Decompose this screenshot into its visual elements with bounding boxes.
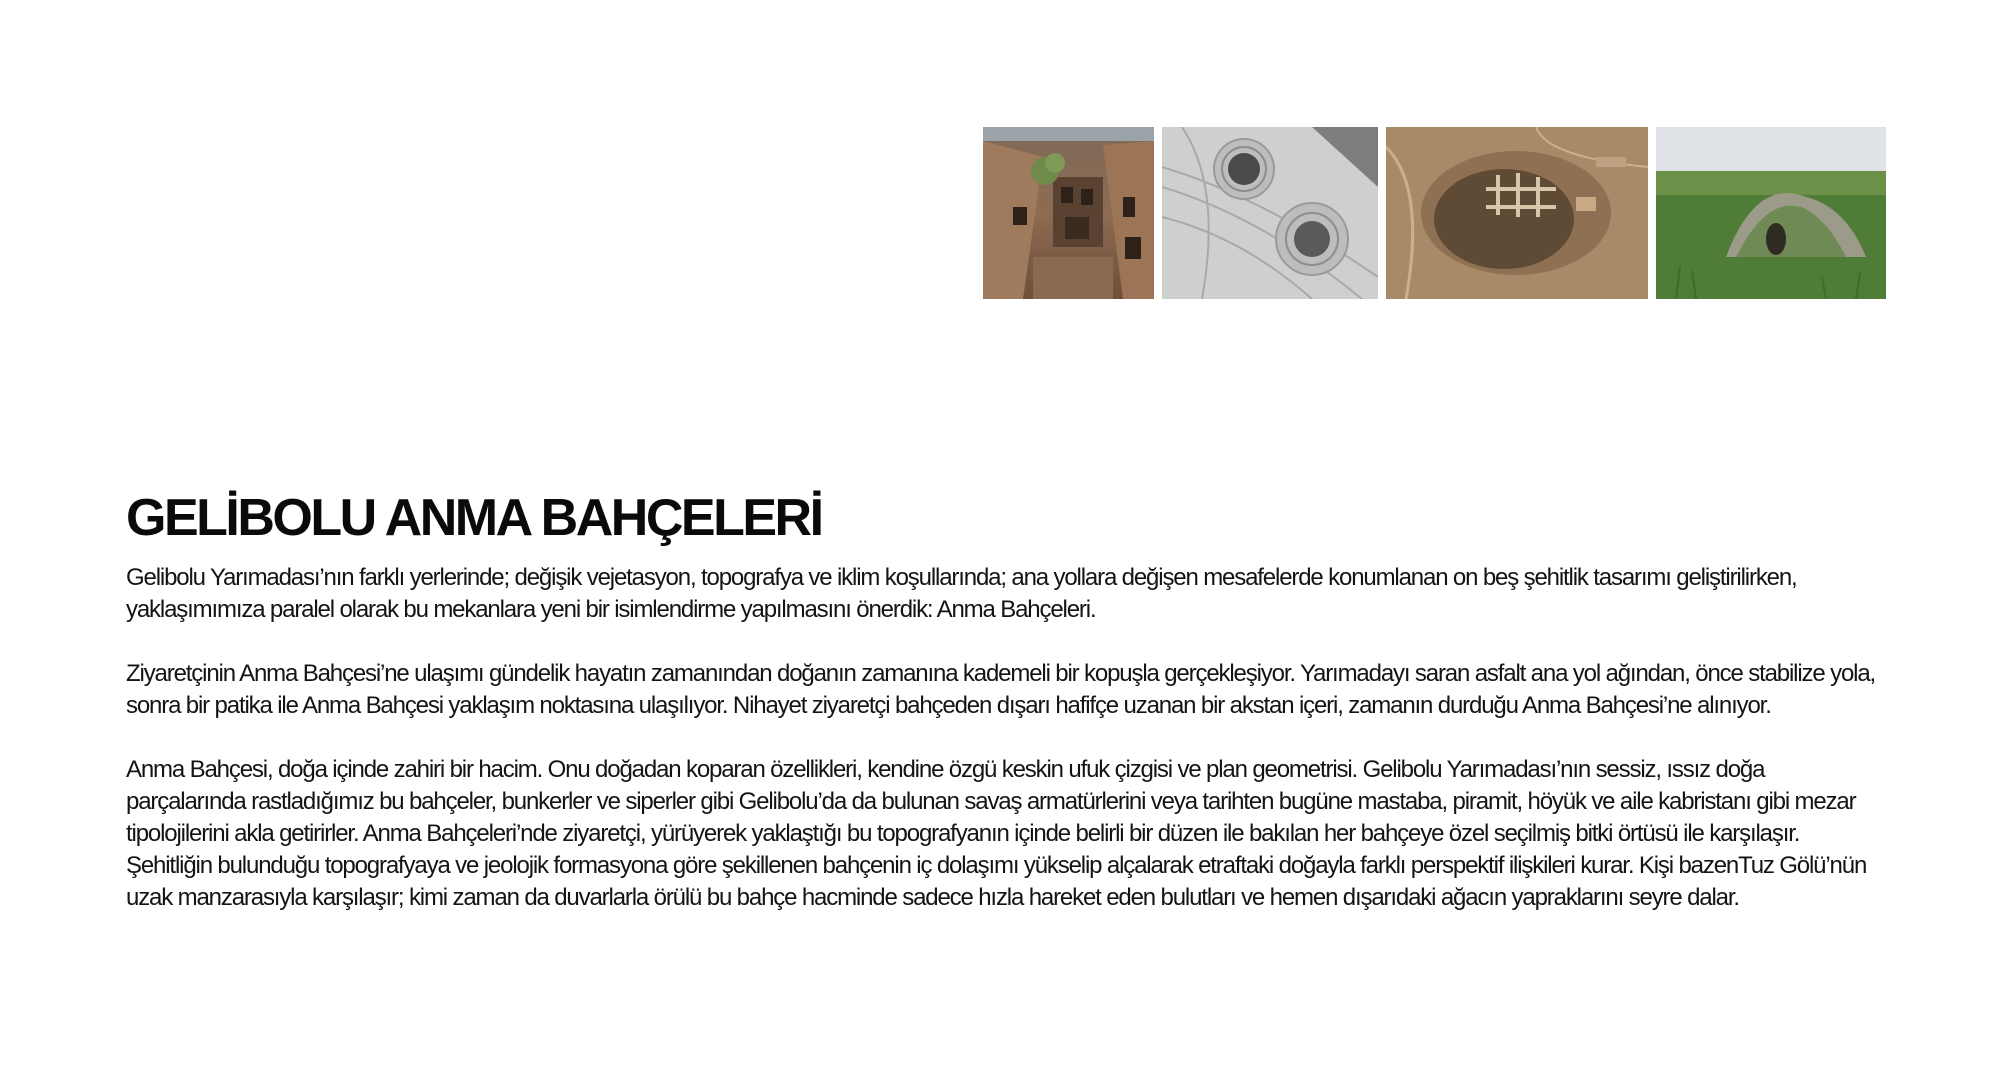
paragraph-approach: Ziyaretçinin Anma Bahçesi’ne ulaşımı gündelik hayatın zamanından doğanın zamanına kademeli bir kopuşla gerçekleşiyor. Yarımadayı saran asfalt ana yol ağından, önce stabilize yola, sonra bir patika ile Anma Bahçesi yaklaşım noktasına ulaşılıyor. Nihayet ziyaretçi bahçeden dışarı hafifçe uzanan bir akstan içeri, zamanın durduğu Anma Bahçesi’ne alınıyor. — [126, 660, 1876, 719]
body-text — [126, 562, 1886, 946]
paragraph-garden: Anma Bahçesi, doğa içinde zahiri bir hacim. Onu doğadan koparan özellikleri, kendine özgü keskin ufuk çizgisi ve plan geometrisi. Gelibolu Yarımadası’nın sessiz, ıssız doğa parçalarında rastladığımız bu bahçeler, bunkerler ve siperler gibi Gelibolu’da da bulunan savaş armatürlerini veya tarihten bugüne mastaba, piramit, höyük ve aile kabristanı gibi mezar tipolojilerini akla getirirler. Anma Bahçeleri’nde ziyaretçi, yürüyerek yaklaştığı bu topografyanın içinde belirli bir düzen ile bakılan her bahçeye özel seçilmiş bitki örtüsü ile karşılaşır. Şehitliğin bulunduğu topografyaya ve jeolojik formasyona göre şekillenen bahçenin iç dolaşımı yükselip alçalarak etraftaki doğayla farklı perspektif ilişkileri kurar. Kişi bazenTuz Gölü’nün uzak manzarasıyla karşılaşır; kimi zaman da duvarlarla örülü bu bahçe hacminde sadece hızla hareket eden bulutları ve hemen dışarıdaki ağacın yapraklarını seyre dalar. — [126, 756, 1867, 911]
rock-cut-tombs-photo — [983, 127, 1154, 299]
paragraph-intro: Gelibolu Yarımadası’nın farklı yerlerinde; değişik vejetasyon, topografya ve iklim koşullarında; ana yollara değişen mesafelerde konumlanan on beş şehitlik tasarımı geliştirilirken, yaklaşımımıza paralel olarak bu mekanlara yeni bir isimlendirme yapılmasını önerdik: Anma Bahçeleri. — [126, 564, 1797, 623]
photo-strip — [983, 127, 1886, 299]
page-title: GELİBOLU ANMA BAHÇELERİ — [126, 489, 822, 547]
aerial-mound-excavation-photo — [1386, 127, 1648, 299]
grass-stone-mound-photo — [1656, 127, 1886, 299]
aerial-craters-photo — [1162, 127, 1378, 299]
